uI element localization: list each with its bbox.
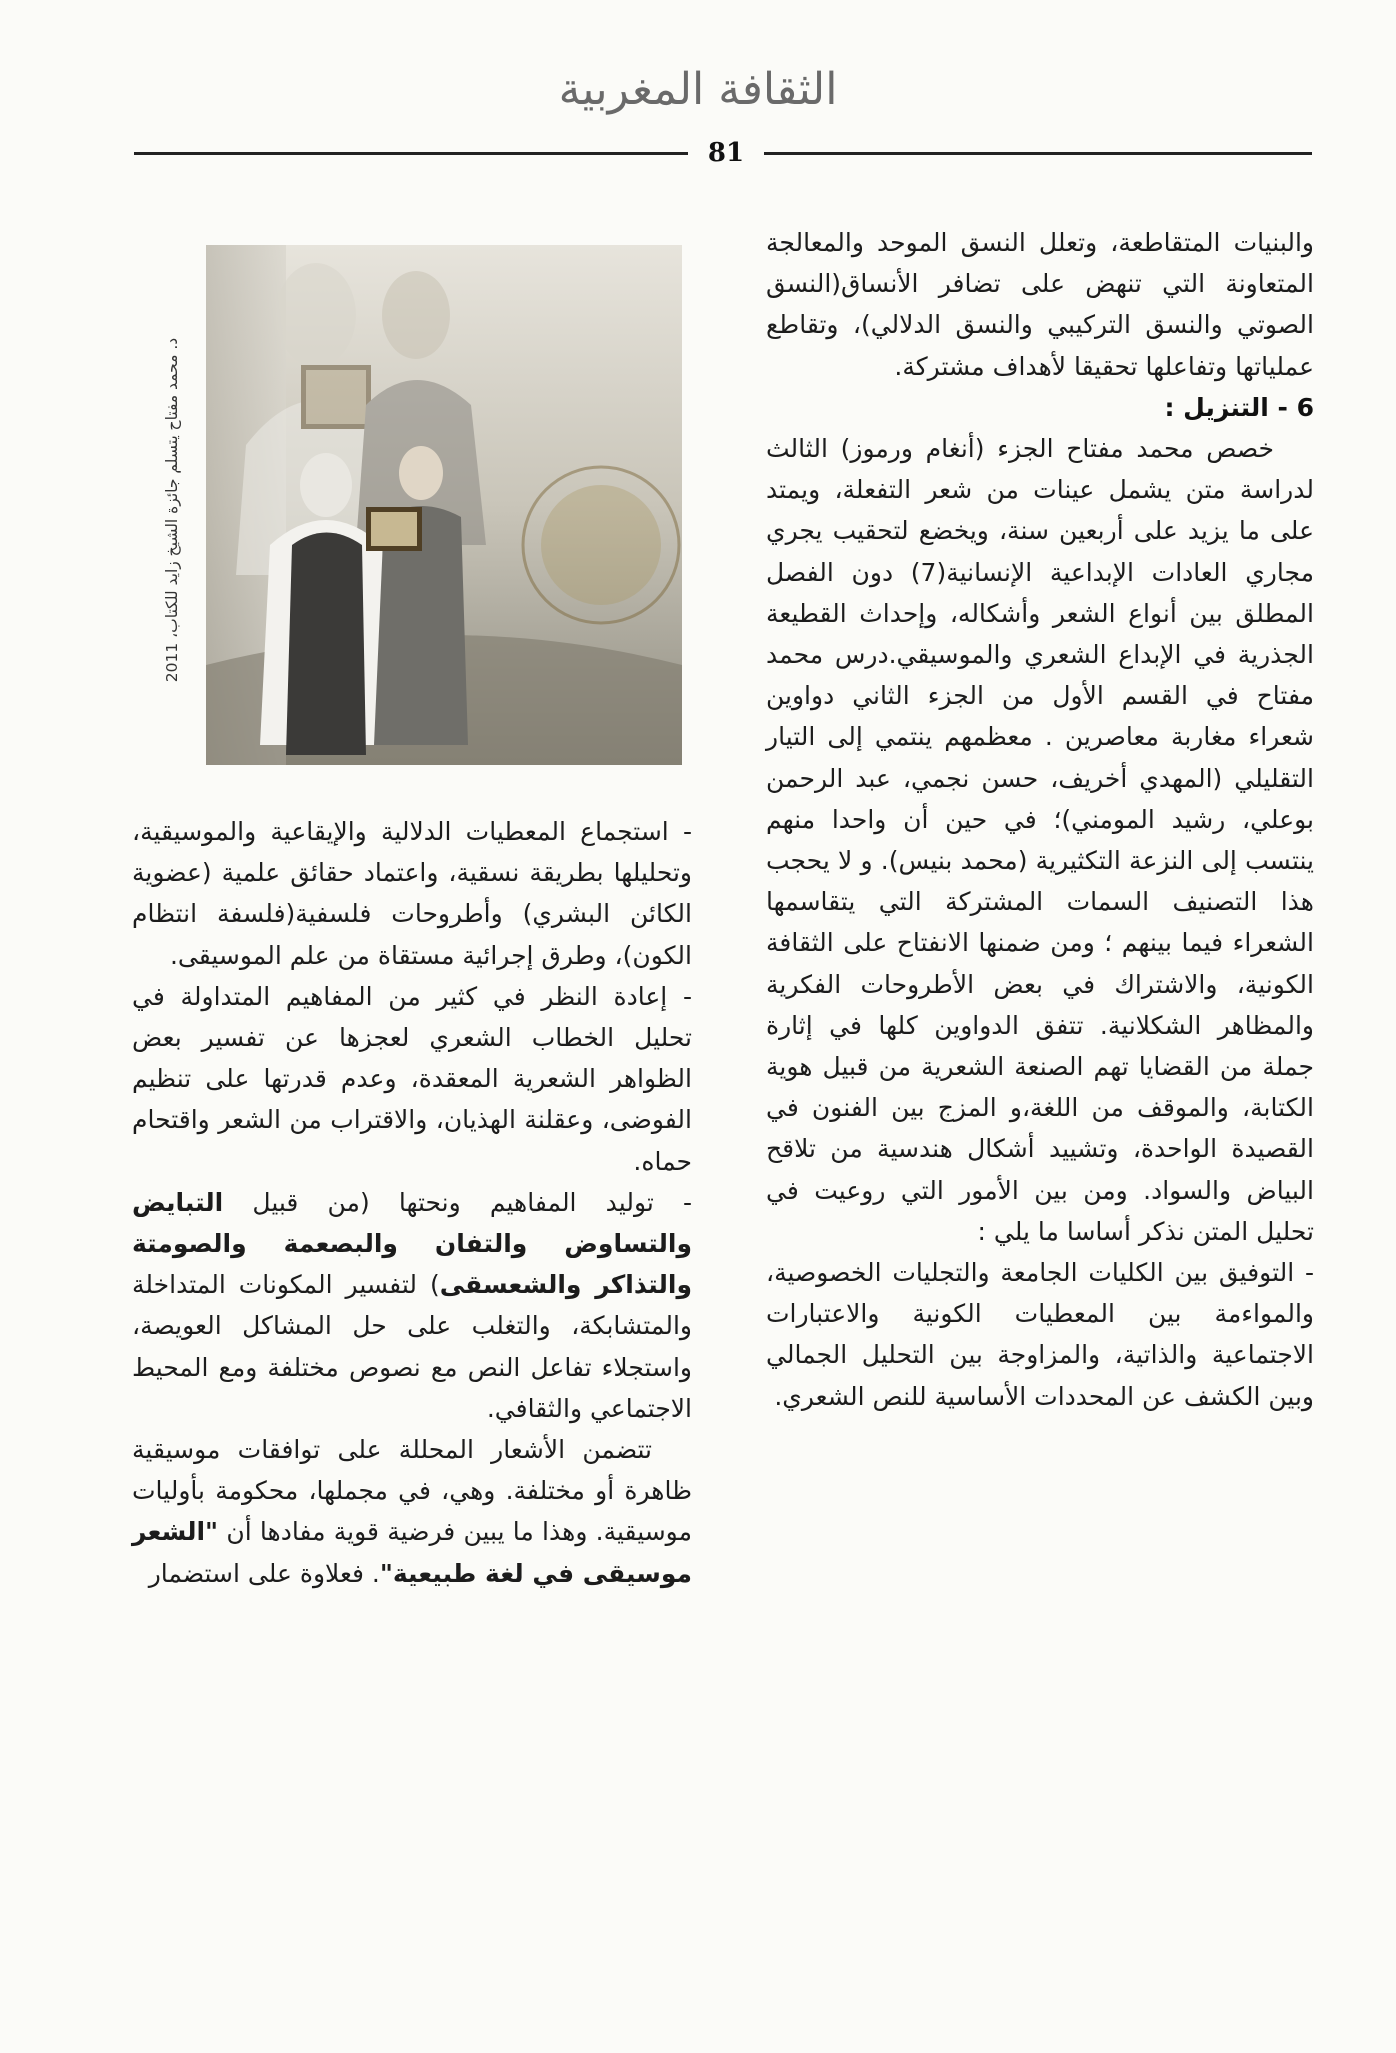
magazine-title: الثقافة المغربية	[558, 64, 838, 115]
page-number: 81	[707, 138, 745, 168]
photo-caption-text: د. محمد مفتاح يتسلم جائزة الشيخ زايد للكتاب، 2011	[163, 337, 181, 683]
paragraph-text: تتضمن الأشعار المحللة على توافقات موسيقية ظاهرة أو مختلفة. وهي، في مجملها، محكومة بأوليات موسيقية. وهذا ما يبين فرضية قوية مفادها أن	[132, 1435, 692, 1547]
bullet-item: - إعادة النظر في كثير من المفاهيم المتداولة في تحليل الخطاب الشعري لعجزها عن تفسير بعض الظواهر الشعرية المعقدة، وعدم قدرتها على تنظيم الفوضى، وعقلنة الهذيان، والاقتراب من الشعر واقتحام حماه.	[132, 981, 692, 1176]
bold-quote: "الشعر موسيقى في لغة طبيعية"	[132, 1517, 692, 1588]
bold-coined-terms: التبايض والتساوض والتفان والبصعمة والصومتة والتذاكر والشعسقى	[132, 1187, 692, 1300]
photo-caption	[142, 256, 202, 764]
paragraph-corpus: خصص محمد مفتاح الجزء (أنغام ورموز) الثالث لدراسة متن يشمل عينات من شعر التفعلة، ويمتد على ما يزيد على أربعين سنة، ويخضع لتحقيب يجري مجاري العادات الإبداعية الإنسانية(7) دون الفصل المطلق بين أنواع الشعر وأشكاله، وإحداث القطيعة الجذرية في الإبداع الشعري والموسيقي.درس محمد مفتاح في القسم الأول من الجزء الثاني دواوين شعراء مغاربة معاصرين . معظمهم ينتمي إلى التيار التقليلي (المهدي أخريف، حسن نجمي، عبد الرحمن بوعلي، رشيد المومني)؛ في حين أن واحدا منهم ينتسب إلى النزعة التكثيرية (محمد بنيس). و لا يحجب هذا التصنيف السمات المشتركة التي يتقاسمها الشعراء فيما بينهم ؛ ومن ضمنها الانفتاح على الثقافة الكونية، والاشتراك في بعض الأطروحات الفكرية والمظاهر الشكلانية. تتفق الدواوين كلها في إثارة جملة من القضايا تهم الصنعة الشعرية من قبيل هوية الكتابة، والموقف من اللغة،و المزج بين الفنون في القصيدة الواحدة، وتشييد أشكال هندسية من تلاقح البياض والسواد. ومن بين الأمور التي روعيت في تحليل المتن نذكر أساسا ما يلي :	[766, 434, 1314, 1246]
header-rule-right	[764, 152, 1312, 155]
bullet-text: - توليد المفاهيم ونحتها (من قبيل	[223, 1187, 692, 1217]
award-photo	[206, 245, 682, 765]
bullet-item: - التوفيق بين الكليات الجامعة والتجليات الخصوصية، والمواءمة بين المعطيات الكونية والاعتبارات الاجتماعية والذاتية، والمزاوجة بين التحليل الجمالي وبين الكشف عن المحددات الأساسية للنص الشعري.	[766, 1258, 1314, 1411]
bullet-item	[132, 1182, 692, 1429]
bullet-item: - استجماع المعطيات الدلالية والإيقاعية والموسيقية، وتحليلها بطريقة نسقية، واعتماد حقائق علمية (عضوية الكائن البشري) وأطروحات فلسفية(فلسفة انتظام الكون)، وطرق إجرائية مستقاة من علم الموسيقى.	[132, 817, 692, 970]
section-heading: 6 - التنزيل :	[1164, 392, 1314, 422]
header-rule-left	[134, 152, 688, 155]
left-column	[132, 811, 692, 1594]
right-column	[766, 222, 1314, 1417]
award-photo-illustration	[206, 245, 682, 765]
paragraph-music	[132, 1429, 692, 1594]
bullet-text: ) لتفسير المكونات المتداخلة والمتشابكة، والتغلب على حل المشاكل العويصة، واستجلاء تفاعل النص مع نصوص مختلفة ومع المحيط الاجتماعي والثقافي.	[132, 1270, 692, 1423]
paragraph-text: . فعلاوة على استضمار	[148, 1558, 380, 1588]
paragraph-continuation: والبنيات المتقاطعة، وتعلل النسق الموحد والمعالجة المتعاونة التي تنهض على تضافر الأنساق(النسق الصوتي والنسق التركيبي والنسق الدلالي)، وتقاطع عملياتها وتفاعلها تحقيقا لأهداف مشتركة.	[766, 228, 1314, 381]
